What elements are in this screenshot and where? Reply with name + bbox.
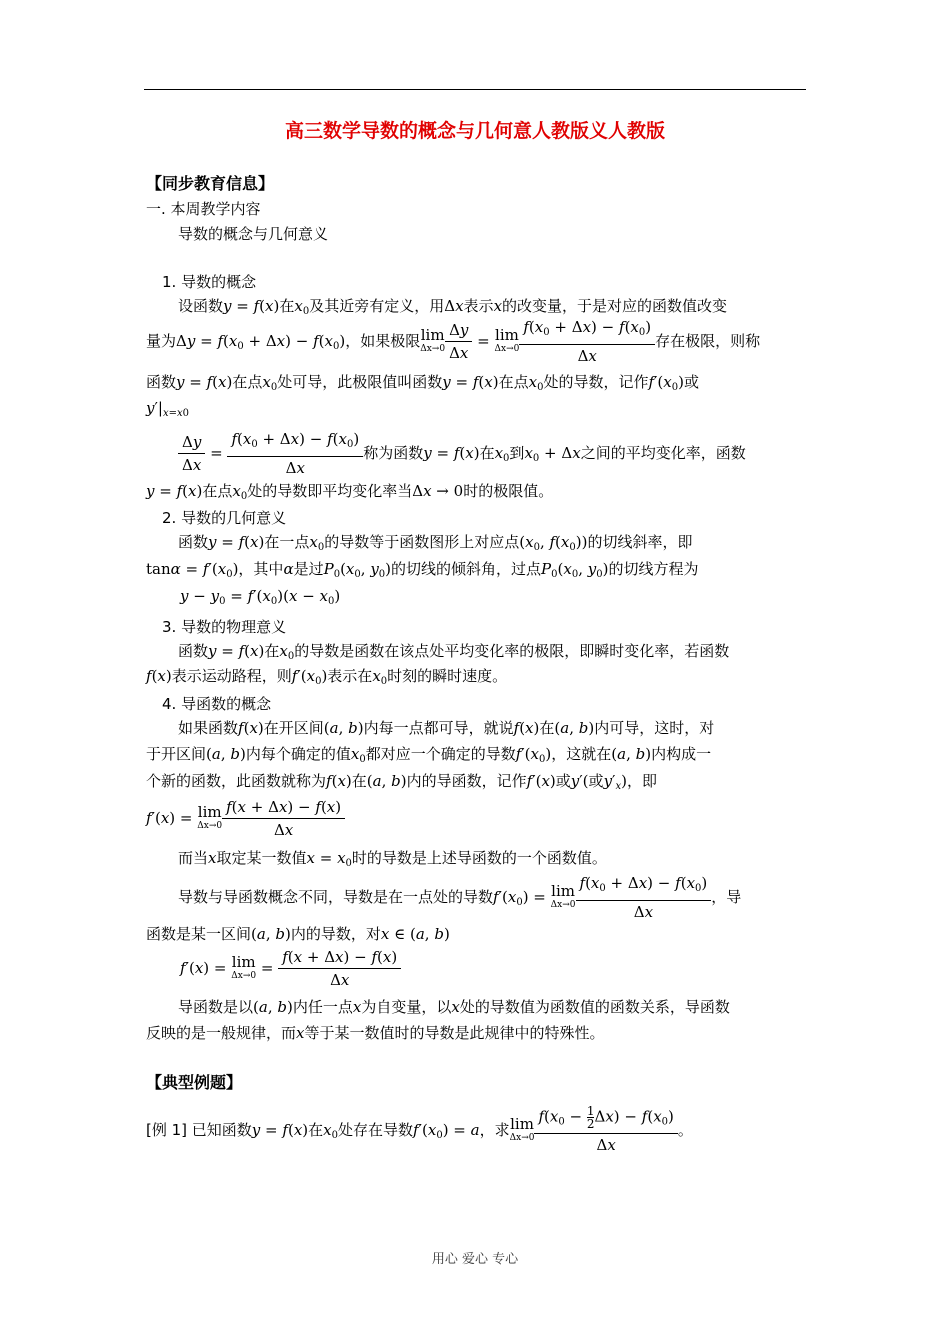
para-line: 反映的是一般规律，而x等于某一数值时的导数是此规律中的特殊性。: [146, 1024, 605, 1042]
example-1: [例 1] 已知函数y = f(x)在$x_0$处存在导数$f'(x_0) = a$，求 lim Δx→0 $f(x_0$ − $\frac{1}{2}$ $\Delta x) - f(x_0)$ Δx 。: [146, 1103, 693, 1155]
para-line: $\frac{\Delta y}{\Delta x}$ = $\frac{f(x_0 + \Delta x) - f(x_0)}{\Delta x}$ 称为函数y = f(x)在$x_0$到$x_0 + \Delta x$之间的平均变化率，函数: [178, 428, 746, 483]
para-line: 导数与导函数概念不同，导数是在一点处的导数$f'(x_0)$ = lim Δx→0 $\frac{f(x_0 + \Delta x) - f(x_0)}{\Delta x}$ ，导: [178, 874, 742, 921]
para-line: $\tan\alpha = f'(x_0)$，其中α是过$P_0(x_0$, $y_0$)的切线的倾斜角，过点$P_0(x_0$, $y_0$)的切线方程为: [146, 560, 699, 580]
page-title: 高三数学导数的概念与几何意人教版义人教版: [284, 120, 665, 142]
topic-line: 导数的概念与几何意义: [178, 225, 329, 243]
derivative-definition: f′(x) = lim Δx→0 $\frac{f(x + \Delta x) - f(x)}{\Delta x}$: [146, 794, 345, 842]
part-heading: 一. 本周教学内容: [146, 200, 261, 218]
para-line: 个新的函数，此函数就称为f(x)在(a, b)内的导函数，记作f′(x)或y′(或$y'_x$)，即: [146, 772, 657, 792]
para-line: f(x)表示运动路程，则$f'(x_0)$表示在$x_0$时刻的瞬时速度。: [146, 667, 508, 687]
para-line: 函数y = f(x)在一点$x_0$的导数等于函数图形上对应点($x_0$, $f(x_0)$)的切线斜率，即: [178, 533, 693, 553]
para-line: 函数y = f(x)在$x_0$的导数是函数在该点处平均变化率的极限，即瞬时变化率，若函数: [178, 642, 730, 662]
para-line: y = f(x)在点$x_0$处的导数即平均变化率当Δx → 0时的极限值。: [146, 482, 554, 502]
section-heading-sync: 【同步教育信息】: [146, 174, 275, 193]
derivative-on-interval: f′(x) = lim Δx→0 = $\frac{f(x + \Delta x) - f(x)}{\Delta x}$: [180, 944, 401, 992]
tangent-equation: $y - y_0 = f'(x_0)(x - x_0)$: [180, 587, 341, 607]
para-line: 设函数y = f(x)在$x_0$及其近旁有定义，用Δx表示x的改变量，于是对应的函数值改变: [178, 297, 728, 317]
para-line: 如果函数f(x)在开区间(a, b)内每一点都可导，就说f(x)在(a, b)内可导，这时，对: [178, 719, 715, 737]
para-line: 量为$\Delta y = f(x_0 + \Delta x) - f(x_0)$，如果极限 lim Δx→0 $\frac{\Delta y}{\Delta x}$ = lim Δx→0 $\frac{f(x_0 + \Delta x) - f(x_0)}{\Delta x}$ 存在极限，则称: [146, 318, 761, 365]
para-line: 于开区间(a, b)内每个确定的值$x_0$都对应一个确定的导数$f'(x_0)$，这就在(a, b)内构成一: [146, 745, 712, 765]
formula-line: $y'|_{x=x0}$: [146, 399, 189, 419]
section-heading-examples: 【典型例题】: [146, 1073, 243, 1092]
page-footer: 用心 爱心 专心: [431, 1252, 519, 1267]
para-line: 而当x取定某一数值$x = x_0$时的导数是上述导函数的一个函数值。: [178, 849, 607, 869]
para-line: 导函数是以(a, b)内任一点x为自变量，以x处的导数值为函数值的函数关系，导函数: [178, 998, 730, 1016]
header-rule: [144, 89, 806, 90]
subheading-3: 3. 导数的物理意义: [162, 618, 287, 636]
subheading-4: 4. 导函数的概念: [162, 695, 272, 713]
para-line: 函数是某一区间(a, b)内的导数，对x ∈ (a, b): [146, 925, 450, 943]
subheading-2: 2. 导数的几何意义: [162, 509, 287, 527]
para-line: 函数y = f(x)在点$x_0$处可导，此极限值叫函数y = f(x)在点$x_0$处的导数，记作$f'(x_0)$或: [146, 373, 699, 393]
subheading-1: 1. 导数的概念: [162, 273, 257, 291]
